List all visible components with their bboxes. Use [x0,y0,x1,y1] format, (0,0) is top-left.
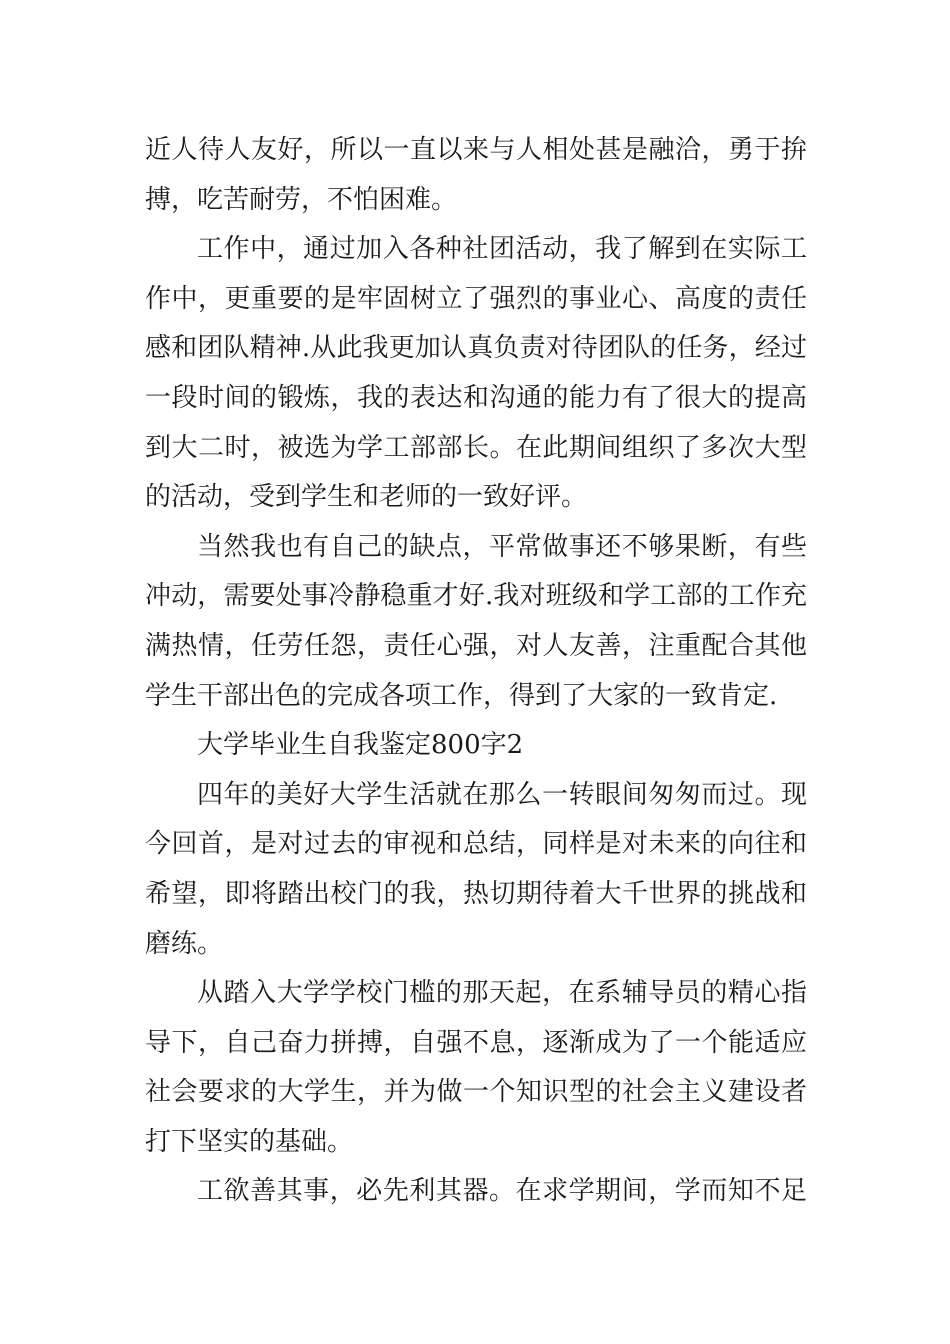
text-line: 感和团队精神.从此我更加认真负责对待团队的任务，经过 [145,333,807,364]
text-line: 导下，自己奋力拼搏，自强不息，逐渐成为了一个能适应 [145,1027,807,1058]
text-line: 今回首，是对过去的审视和总结，同样是对未来的向往和 [145,829,807,860]
text-line: 磨练。 [145,928,224,959]
text-line: 希望，即将踏出校门的我，热切期待着大千世界的挑战和 [145,878,807,909]
text-line: 打下坚实的基础。 [145,1126,354,1157]
text-line: 到大二时，被选为学工部部长。在此期间组织了多次大型 [145,432,807,463]
text-line: 一段时间的锻炼，我的表达和沟通的能力有了很大的提高 [145,382,807,413]
text-line: 工作中，通过加入各种社团活动，我了解到在实际工 [197,234,807,265]
text-line: 冲动，需要处事冷静稳重才好.我对班级和学工部的工作充 [145,581,807,612]
text-line: 的活动，受到学生和老师的一致好评。 [145,482,588,513]
text-line: 近人待人友好，所以一直以来与人相处甚是融洽，勇于拚 [145,135,807,165]
text-line: 学生干部出色的完成各项工作，得到了大家的一致肯定. [145,680,778,711]
text-line: 搏，吃苦耐劳，不怕困难。 [145,184,458,215]
text-line: 社会要求的大学生，并为做一个知识型的社会主义建设者 [145,1077,807,1108]
text-line: 从踏入大学学校门槛的那天起，在系辅导员的精心指 [197,978,807,1009]
text-line: 满热情，任劳任怨，责任心强，对人友善，注重配合其他 [145,630,807,661]
text-line: 四年的美好大学生活就在那么一转眼间匆匆而过。现 [197,779,807,810]
text-line: 工欲善其事，必先利其器。在求学期间，学而知不足 [197,1176,807,1207]
text-line: 作中，更重要的是牢固树立了强烈的事业心、高度的责任 [145,283,807,314]
text-line: 当然我也有自己的缺点，平常做事还不够果断，有些 [197,531,807,562]
document-body [145,126,807,1217]
section-heading: 大学毕业生自我鉴定800字2 [197,730,524,761]
